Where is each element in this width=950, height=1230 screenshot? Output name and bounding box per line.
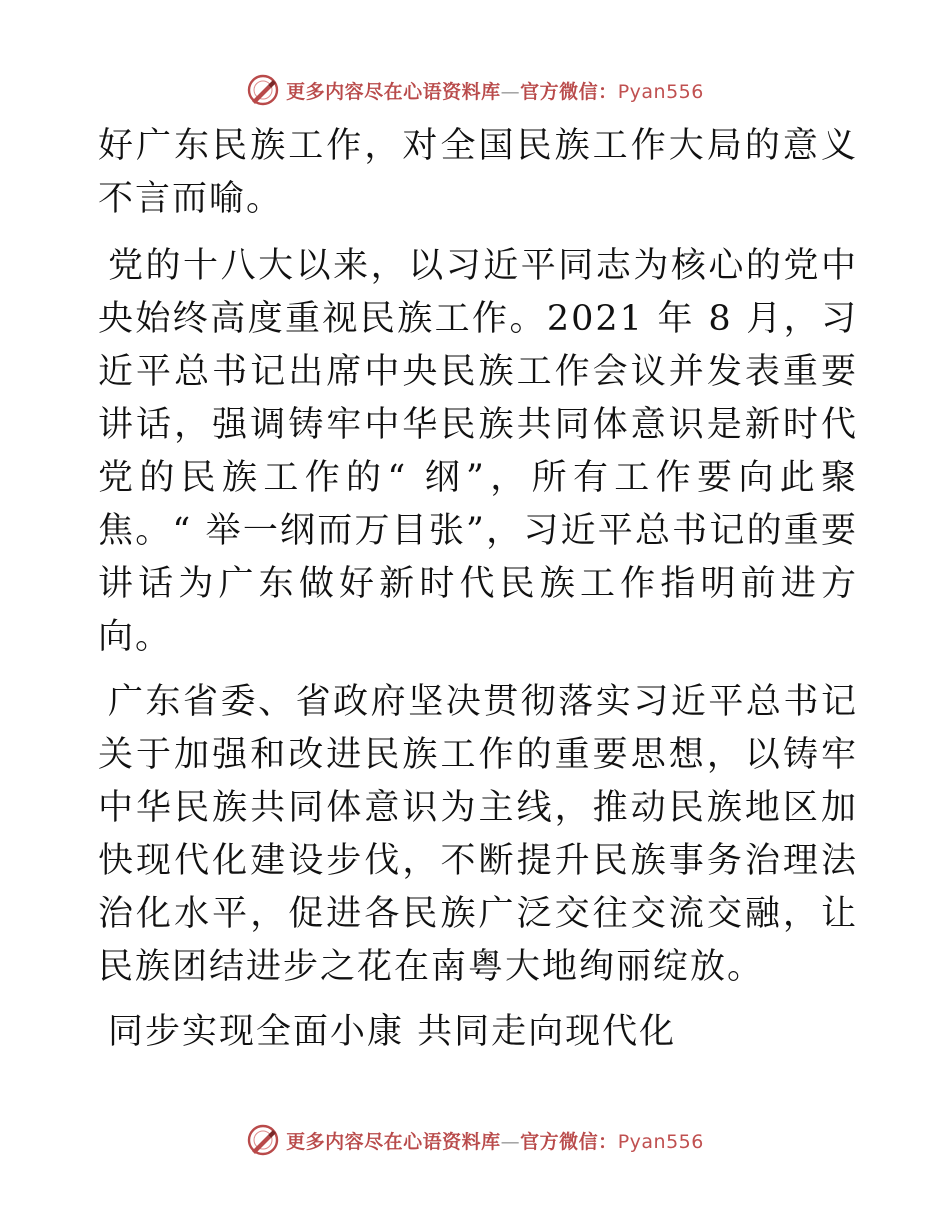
watermark-text: 更多内容尽在心语资料库—官方微信：Pyan556	[286, 1130, 704, 1153]
paragraph: 党的十八大以来，以习近平同志为核心的党中央始终高度重视民族工作。2021 年 8 月，习近平总书记出席中央民族工作会议并发表重要讲话，强调铸牢中华民族共同体意识是新时代党的民族工作的“ 纲”，所有工作要向此聚焦。“ 举一纲而万目张”，习近平总书记的重要讲话为广东做好新时代民族工作指明前进方向。	[98, 246, 858, 657]
header-watermark	[0, 72, 950, 108]
paragraph-continuation: 好广东民族工作，对全国民族工作大局的意义不言而喻。	[98, 126, 858, 219]
watermark-text: 更多内容尽在心语资料库—官方微信：Pyan556	[286, 80, 704, 103]
document-body	[98, 120, 858, 1059]
footer-watermark	[0, 1122, 950, 1158]
paragraph: 广东省委、省政府坚决贯彻落实习近平总书记关于加强和改进民族工作的重要思想，以铸牢中华民族共同体意识为主线，推动民族地区加快现代化建设步伐，不断提升民族事务治理法治化水平，促进各民族广泛交往交流交融，让民族团结进步之花在南粤大地绚丽绽放。	[98, 682, 858, 987]
pen-nib-circle-icon	[246, 1123, 280, 1157]
section-heading: 同步实现全面小康 共同走向现代化	[108, 1012, 677, 1052]
pen-nib-circle-icon	[246, 73, 280, 107]
